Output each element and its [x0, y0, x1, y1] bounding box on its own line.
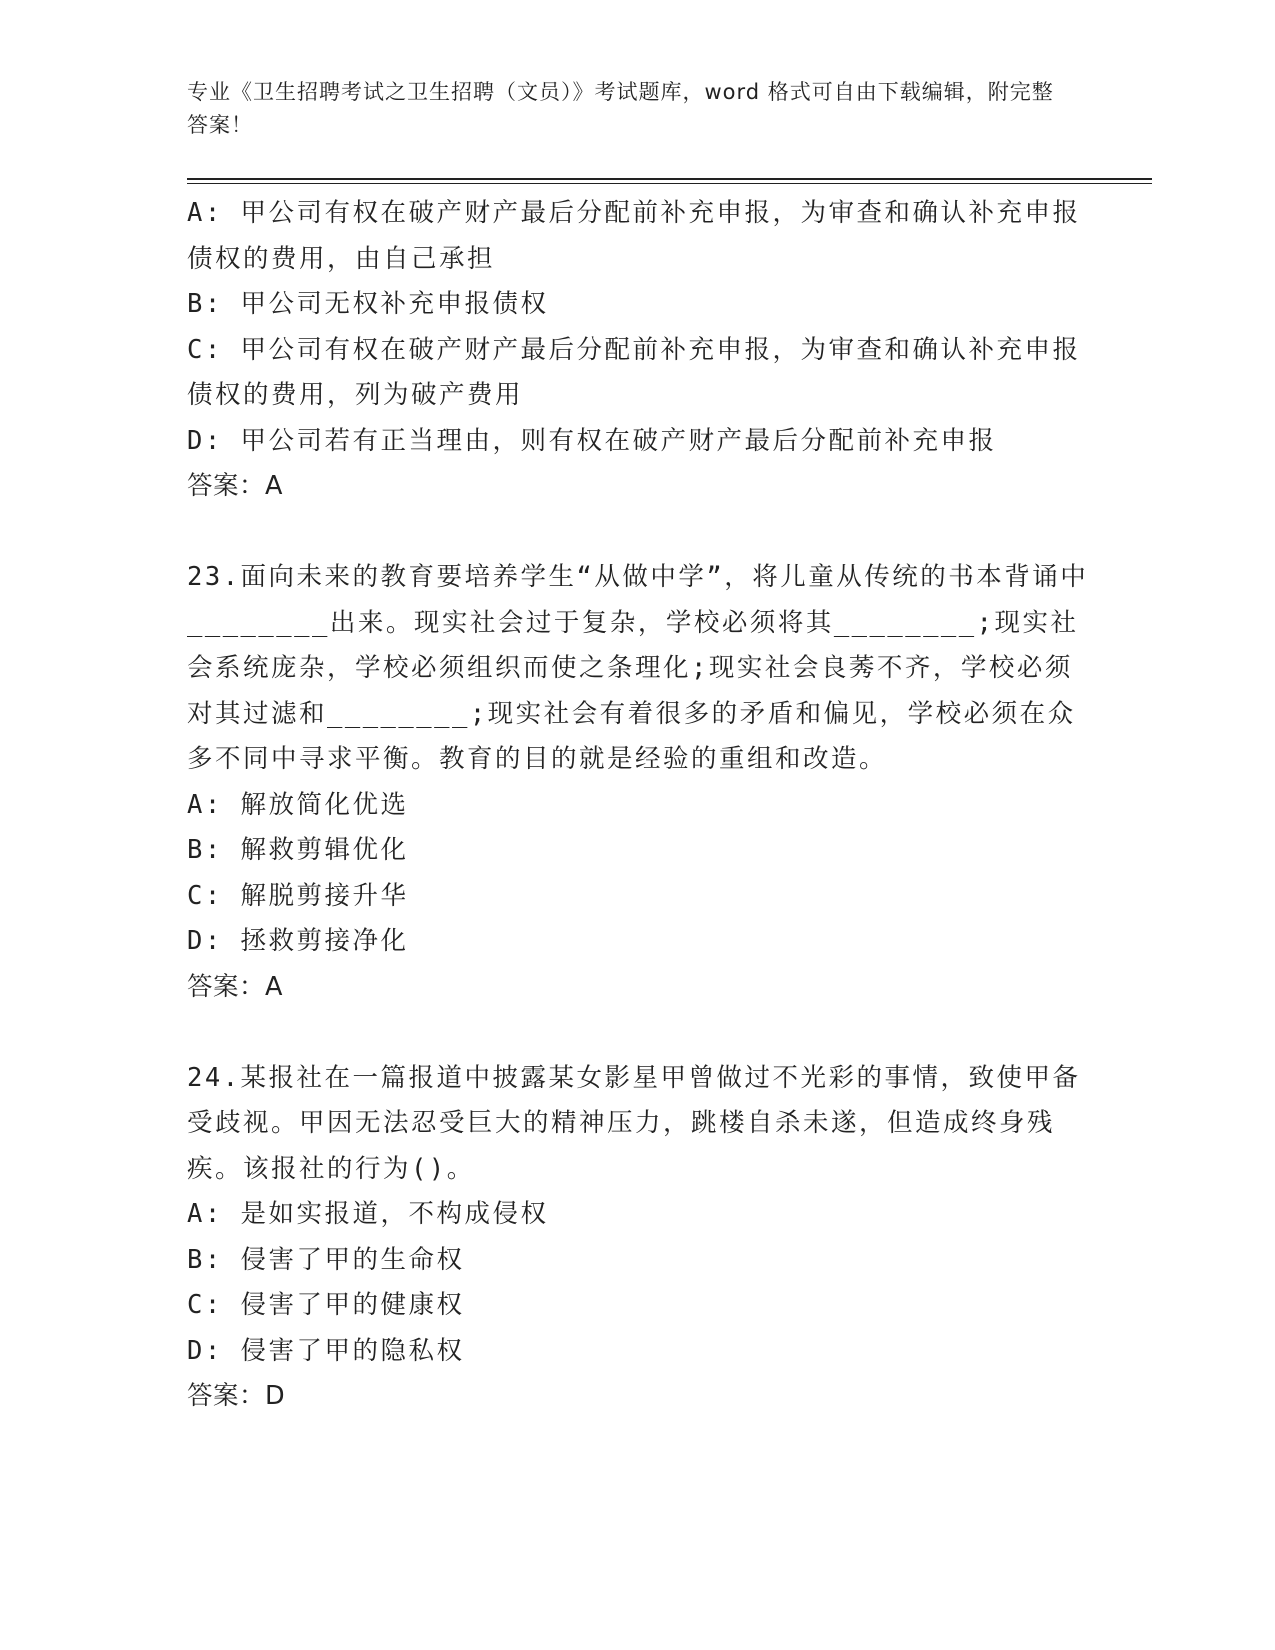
page-header: 专业《卫生招聘考试之卫生招聘（文员）》考试题库，word 格式可自由下载编辑，附完整答案！	[187, 80, 1054, 137]
option-a: A: 解放简化优选	[187, 789, 409, 820]
option-c: C: 侵害了甲的健康权	[187, 1290, 465, 1320]
option-c: C: 解脱剪接升华	[187, 880, 409, 911]
answer: 答案：D	[187, 1381, 286, 1411]
header-divider	[187, 178, 1152, 180]
document-body	[187, 191, 1097, 1420]
question-stem: 24.某报社在一篇报道中披露某女影星甲曾做过不光彩的事情，致使甲备受歧视。甲因无法忍受巨大的精神压力，跳楼自杀未遂，但造成终身残疾。该报社的行为()。	[187, 1062, 1081, 1184]
option-d: D: 拯救剪接净化	[187, 926, 409, 956]
answer: 答案：A	[187, 971, 283, 1002]
header-divider-thin	[187, 183, 1152, 184]
option-b: B: 侵害了甲的生命权	[187, 1244, 465, 1275]
question-24	[187, 1056, 1097, 1420]
question-22	[187, 191, 1097, 510]
option-b: B: 甲公司无权补充申报债权	[187, 289, 549, 319]
spacer	[187, 510, 1097, 556]
option-b: B: 解救剪辑优化	[187, 835, 409, 865]
question-stem: 23.面向未来的教育要培养学生“从做中学”，将儿童从传统的书本背诵中________出来。现实社会过于复杂，学校必须将其________;现实社会系统庞杂，学校必须组织而使之条理化;现实社会良莠不齐，学校必须对其过滤和________;现实社会有着很多的矛盾和偏见，学校必须在众多不同中寻求平衡。教育的目的就是经验的重组和改造。	[187, 562, 1089, 774]
option-d: D: 甲公司若有正当理由，则有权在破产财产最后分配前补充申报	[187, 425, 997, 456]
option-a: A: 甲公司有权在破产财产最后分配前补充申报，为审查和确认补充申报债权的费用，由自己承担	[187, 198, 1081, 274]
question-23	[187, 555, 1097, 1010]
option-a: A: 是如实报道，不构成侵权	[187, 1199, 549, 1229]
option-c: C: 甲公司有权在破产财产最后分配前补充申报，为审查和确认补充申报债权的费用，列为破产费用	[187, 334, 1081, 410]
answer: 答案：A	[187, 471, 283, 501]
spacer	[187, 1010, 1097, 1056]
option-d: D: 侵害了甲的隐私权	[187, 1335, 465, 1366]
